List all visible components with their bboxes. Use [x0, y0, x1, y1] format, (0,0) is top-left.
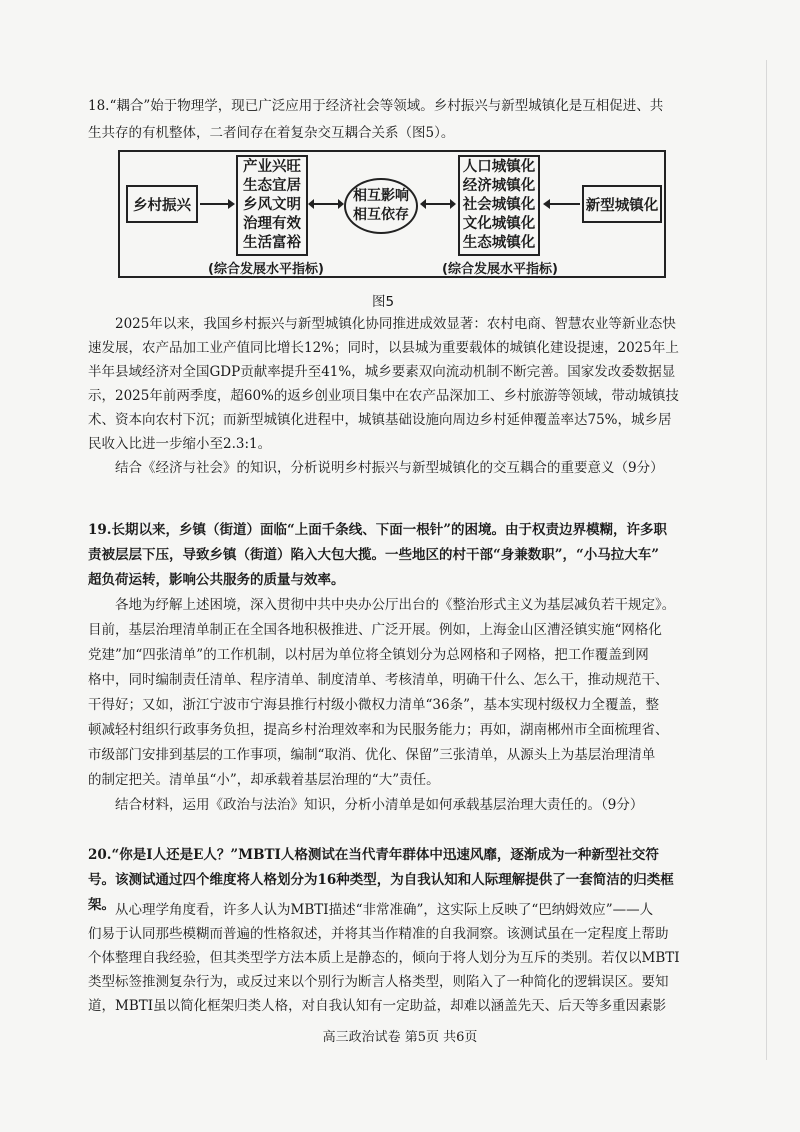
rural-revitalization-box: 乡村振兴 [126, 185, 198, 223]
urban-indicator: 生态城镇化 [462, 235, 536, 251]
q19-para-line: 各地为纾解上述困境，深入贯彻中共中央办公厅出台的《整治形式主义为基层减负若干规定》。 [115, 597, 676, 613]
q20-intro-line-2: 号。该测试通过四个维度将人格划分为16种类型，为自我认知和人际理解提供了一套简洁的归类框 [88, 872, 674, 888]
urban-indicator: 人口城镇化 [462, 159, 536, 175]
q18-para-line: 2025年以来，我国乡村振兴与新型城镇化协同推进成效显著：农村电商、智慧农业等新业态快 [115, 316, 676, 332]
q19-para-line: 干得好；又如，浙江宁波市宁海县推行村级小微权力清单“36条”，基本实现村级权力全覆盖，整 [88, 697, 659, 713]
q18-para-line: 术、资本向农村下沉；而新型城镇化进程中，城镇基础设施向周边乡村延伸覆盖率达75%，城乡居 [88, 412, 672, 428]
q18-intro-line-2: 生共存的有机整体，二者间存在着复杂交互耦合关系（图5）。 [88, 125, 455, 141]
q19-para-line: 的制定把关。清单虽“小”，却承载着基层治理的“大”责任。 [88, 772, 440, 788]
rural-indicator: 产业兴旺 [243, 159, 301, 175]
q19-intro-line-3: 超负荷运转，影响公共服务的质量与效率。 [88, 572, 345, 588]
q19-para-line: 市级部门安排到基层的工作事项，编制“取消、优化、保留”三张清单，从源头上为基层治理清单 [88, 747, 656, 763]
page-footer: 高三政治试卷 第5页 共6页 [322, 1030, 478, 1045]
rural-indicators-box [236, 155, 308, 256]
relation-text: 相互依存 [353, 207, 409, 223]
rural-indicator: 乡风文明 [243, 197, 301, 213]
urban-indicator: 社会城镇化 [462, 197, 536, 213]
q20-para-line: 类型标签推测复杂行为，或反过来以个别行为断言人格类型，则陷入了一种简化的逻辑误区。要知 [88, 974, 669, 990]
q20-para-line: 从心理学角度看，许多人认为MBTI描述“非常准确”，这实际上反映了“巴纳姆效应”——人 [115, 902, 654, 918]
urban-indicator: 文化城镇化 [462, 216, 536, 232]
figure-label: 图5 [372, 294, 395, 310]
q20-para-line: 道，MBTI虽以简化框架归类人格，对自我认知有一定助益，却难以涵盖先天、后天等多重因素影 [88, 998, 667, 1014]
q19-question: 结合材料，运用《政治与法治》知识，分析小清单是如何承载基层治理大责任的。（9分） [115, 797, 644, 813]
q19-para-line: 党建”加“四张清单”的工作机制，以村居为单位将全镇划分为总网格和子网格，把工作覆盖到网 [88, 647, 649, 663]
relation-text: 相互影响 [353, 188, 409, 204]
left-caption: (综合发展水平指标) [208, 262, 324, 277]
arrow-left-icon [542, 196, 582, 212]
q18-para-line: 半年县域经济对全国GDP贡献率提升至41%，城乡要素双向流动机制不断完善。国家发改委数据显 [88, 364, 676, 380]
q19-para-line: 顿减轻村组织行政事务负担，提高乡村治理效率和为民服务能力；再如，湖南郴州市全面梳理省、 [88, 722, 669, 738]
rural-indicator: 生活富裕 [243, 235, 301, 251]
new-urbanization-box: 新型城镇化 [582, 185, 662, 223]
q20-intro-line-1: 20.“你是I人还是E人？”MBTI人格测试在当代青年群体中迅速风靡，逐渐成为一种新型社交符 [88, 847, 659, 863]
urbanization-indicators-box [458, 155, 540, 256]
q20-para-line: 们易于认同那些模糊而普遍的性格叙述，并将其当作精准的自我洞察。该测试虽在一定程度上帮助 [88, 926, 669, 942]
right-caption: (综合发展水平指标) [442, 262, 558, 277]
rural-indicator: 治理有效 [243, 216, 301, 232]
urban-indicator: 经济城镇化 [462, 178, 536, 194]
arrow-right-icon [198, 196, 236, 212]
double-arrow-right-icon [420, 196, 456, 212]
q19-intro-line-1: 19.长期以来，乡镇（街道）面临“上面千条线、下面一根针”的困境。由于权责边界模糊，许多职 [88, 522, 668, 538]
q20-para-line: 个体整理自我经验，但其类型学方法本质上是静态的，倾向于将人划分为互斥的类别。若仅以MBTI [88, 950, 680, 966]
q18-question: 结合《经济与社会》的知识，分析说明乡村振兴与新型城镇化的交互耦合的重要意义（9分） [115, 460, 664, 476]
page-edge-line [766, 60, 767, 1060]
q19-para-line: 格中，同时编制责任清单、程序清单、制度清单、考核清单，明确干什么、怎么干，推动规范干、 [88, 672, 669, 688]
q20-intro-line-3: 架。 [88, 897, 115, 913]
q18-para-line: 示，2025年前两季度，超60%的返乡创业项目集中在农产品深加工、乡村旅游等领域，带动城镇技 [88, 388, 679, 404]
q18-intro-line-1: 18.“耦合”始于物理学，现已广泛应用于经济社会等领域。乡村振兴与新型城镇化是互相促进、共 [88, 98, 664, 114]
q19-para-line: 目前，基层治理清单制正在全国各地积极推进、广泛开展。例如，上海金山区漕泾镇实施“网格化 [88, 622, 662, 638]
double-arrow-left-icon [308, 196, 344, 212]
q19-intro-line-2: 责被层层下压，导致乡镇（街道）陷入大包大揽。一些地区的村干部“身兼数职”，“小马拉大车” [88, 547, 660, 563]
q18-para-line: 速发展，农产品加工业产值同比增长12%；同时，以县城为重要载体的城镇化建设提速，2025年上 [88, 340, 679, 356]
q18-para-line: 民收入比进一步缩小至2.3:1。 [88, 436, 272, 452]
rural-indicator: 生态宜居 [243, 178, 301, 194]
mutual-relation-oval [344, 178, 418, 234]
